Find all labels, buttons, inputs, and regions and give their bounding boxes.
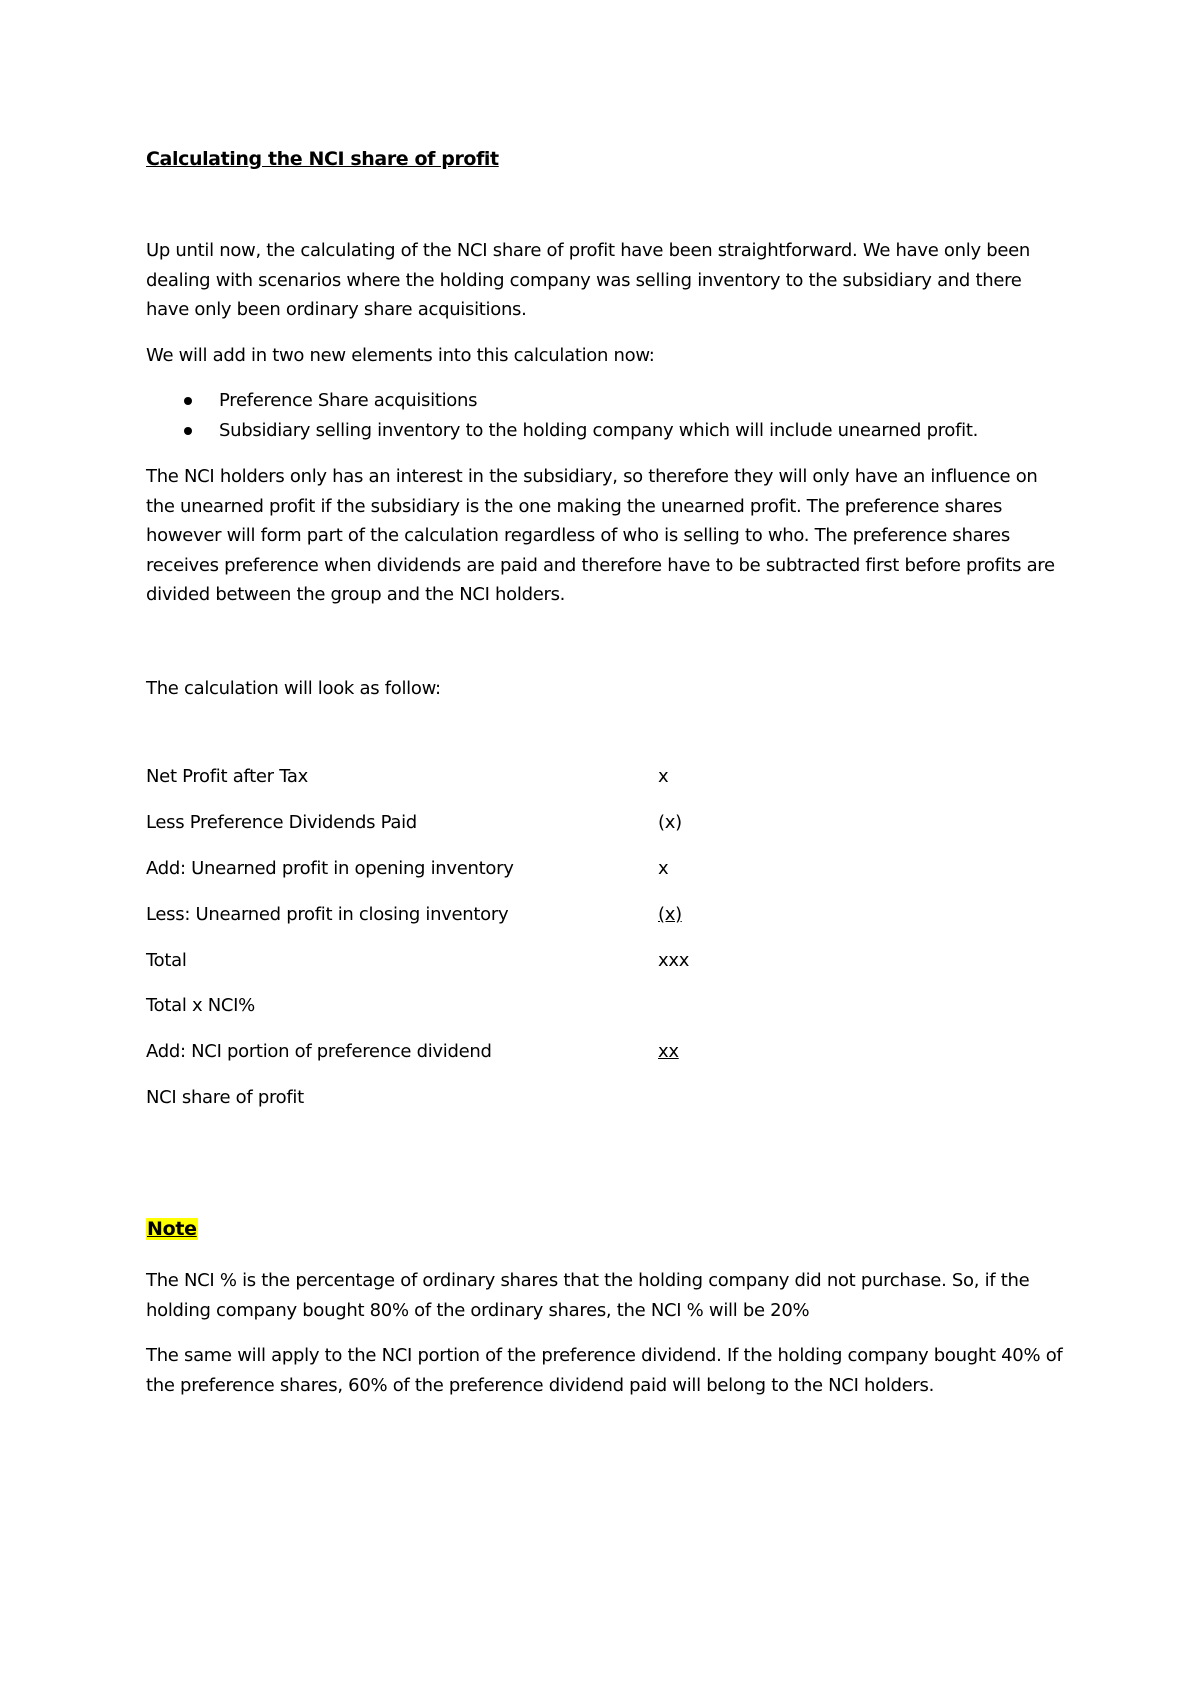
calc-amount: x bbox=[658, 766, 669, 787]
calc-amount: (x) bbox=[658, 904, 682, 925]
calc-label: Net Profit after Tax bbox=[146, 766, 308, 787]
calc-label: Total bbox=[146, 950, 187, 971]
bullet-list bbox=[146, 386, 978, 445]
calc-amount: x bbox=[658, 858, 669, 879]
bullet-text: Subsidiary selling inventory to the holding company which will include unearned profit. bbox=[219, 419, 979, 441]
calc-row bbox=[146, 950, 846, 980]
bullet-icon bbox=[184, 397, 192, 405]
calc-row bbox=[146, 812, 846, 842]
calc-label: NCI share of profit bbox=[146, 1087, 304, 1108]
bullet-icon bbox=[184, 427, 192, 435]
elements-intro: We will add in two new elements into this calculation now: bbox=[146, 345, 655, 366]
calc-label: Add: NCI portion of preference dividend bbox=[146, 1041, 492, 1062]
note-paragraph-2: The same will apply to the NCI portion of the preference dividend. If the holding company bought 40% of the preference shares, 60% of the preference dividend paid will belong to the NCI holders. bbox=[146, 1345, 1063, 1396]
document-title: Calculating the NCI share of profit bbox=[146, 148, 499, 170]
calc-label: Add: Unearned profit in opening inventory bbox=[146, 858, 514, 879]
calc-row bbox=[146, 904, 846, 934]
calc-row bbox=[146, 766, 846, 796]
calculation-intro: The calculation will look as follow: bbox=[146, 678, 441, 699]
calc-amount: (x) bbox=[658, 812, 682, 833]
note-heading: Note bbox=[147, 1218, 197, 1240]
explanation-paragraph: The NCI holders only has an interest in the subsidiary, so therefore they will only have an influence on the unearned profit if the subsidiary is the one making the unearned profit. The preference shares however will form part of the calculation regardless of who is selling to who. The preference shares receives preference when dividends are paid and therefore have to be subtracted first before profits are divided between the group and the NCI holders. bbox=[146, 466, 1055, 605]
calc-row bbox=[146, 1087, 846, 1117]
list-item bbox=[146, 416, 978, 446]
calc-amount: xx bbox=[658, 1041, 679, 1062]
calc-row bbox=[146, 858, 846, 888]
calc-row bbox=[146, 1041, 846, 1071]
list-item bbox=[146, 386, 978, 416]
intro-paragraph: Up until now, the calculating of the NCI share of profit have been straightforward. We have only been dealing with scenarios where the holding company was selling inventory to the subsidiary and there have only been ordinary share acquisitions. bbox=[146, 240, 1031, 320]
bullet-text: Preference Share acquisitions bbox=[219, 390, 478, 411]
note-paragraph-1: The NCI % is the percentage of ordinary shares that the holding company did not purchase. So, if the holding company bought 80% of the ordinary shares, the NCI % will be 20% bbox=[146, 1270, 1030, 1321]
calc-label: Less Preference Dividends Paid bbox=[146, 812, 417, 833]
calc-row bbox=[146, 995, 846, 1025]
calc-amount: xxx bbox=[658, 950, 690, 971]
calc-label: Less: Unearned profit in closing inventory bbox=[146, 904, 509, 925]
calc-label: Total x NCI% bbox=[146, 995, 255, 1016]
